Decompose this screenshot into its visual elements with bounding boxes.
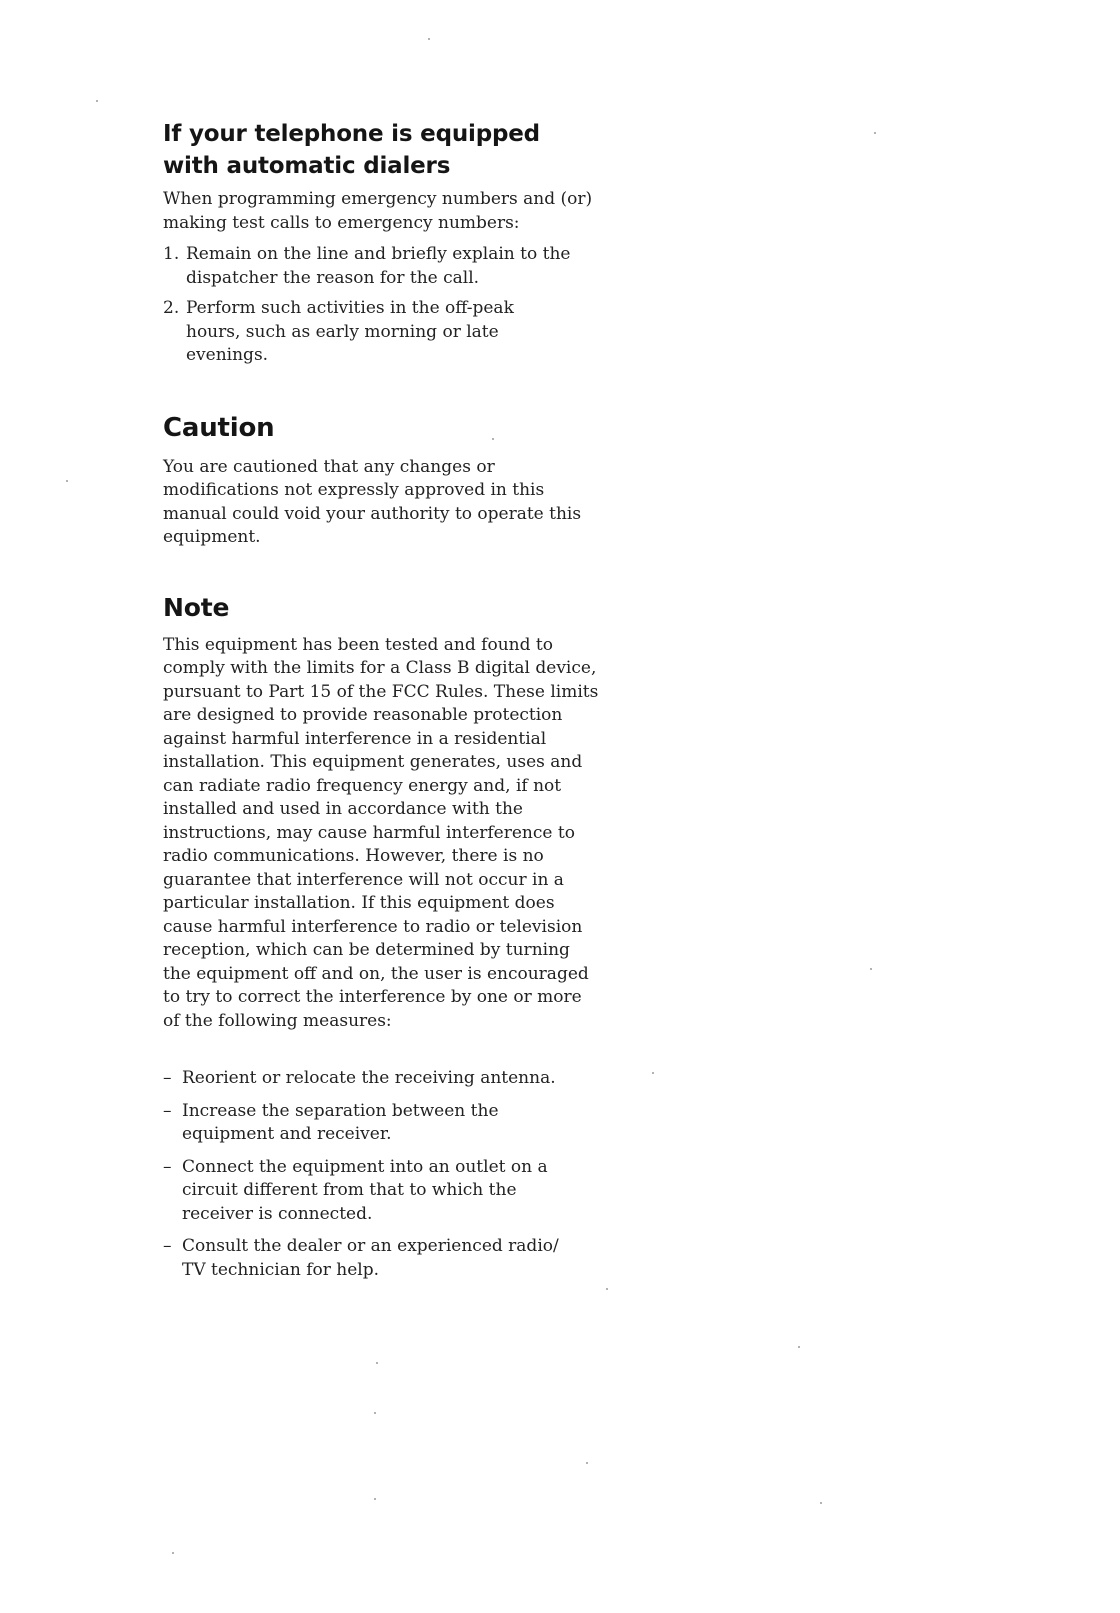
step-number: 2. <box>163 298 180 318</box>
scan-speck <box>374 1412 376 1414</box>
list-item <box>163 1156 583 1227</box>
caution-text: You are cautioned that any changes or modifications not expressly approved in this manual could void your authority to operate this equipment. <box>163 456 582 547</box>
step-number: 1. <box>163 244 180 264</box>
measures-list <box>163 1067 583 1282</box>
scan-speck <box>374 1498 376 1500</box>
step-text: Perform such activities in the off-peak hours, such as early morning or late evenings. <box>186 298 514 365</box>
scan-speck <box>874 132 876 134</box>
list-item <box>163 243 573 290</box>
scan-speck <box>586 1462 588 1464</box>
measure-text: Increase the separation between the equipment and receiver. <box>182 1100 499 1144</box>
scan-speck <box>606 1288 608 1290</box>
section-title-caution: Caution <box>163 412 275 443</box>
dash-bullet: – <box>163 1236 172 1256</box>
dash-bullet: – <box>163 1100 172 1121</box>
dash-bullet: – <box>163 1068 172 1088</box>
measure-text: Consult the dealer or an experienced radio/ TV technician for help. <box>182 1236 559 1280</box>
dash-bullet: – <box>163 1156 172 1177</box>
scan-speck <box>870 968 872 970</box>
note-text: This equipment has been tested and found to comply with the limits for a Class B digital device, pursuant to Part 15 of the FCC Rules. These limits are designed to provide reasonable protection against harmful interference in a residential installation. This equipment generates, uses and can radiate radio frequency energy and, if not installed and used in accordance with the instructions, may cause harmful interference to radio communications. However, there is no guarantee that interference will not occur in a particular installation. If this equipment does cause harmful interference to radio or television reception, which can be determined by turning the equipment off and on, the user is encouraged to try to correct the interference by one or more of the following measures: <box>163 634 599 1031</box>
list-item <box>163 1100 583 1147</box>
scan-speck <box>66 480 68 482</box>
caution-section <box>163 412 623 550</box>
dialers-steps-list <box>163 243 573 368</box>
note-section <box>163 592 623 1283</box>
scan-speck <box>492 438 494 440</box>
measure-text: Reorient or relocate the receiving antenna. <box>182 1068 556 1088</box>
list-item <box>163 297 573 368</box>
scan-speck <box>376 1362 378 1364</box>
manual-page <box>163 118 623 1291</box>
scan-speck <box>172 1552 174 1554</box>
section-title-note: Note <box>163 592 230 622</box>
scan-speck <box>652 1072 654 1074</box>
step-text: Remain on the line and briefly explain to the dispatcher the reason for the call. <box>186 244 571 288</box>
section-title-automatic-dialers: If your telephone is equipped with automatic dialers <box>163 121 540 179</box>
measure-text: Connect the equipment into an outlet on a circuit different from that to which the receiver is connected. <box>182 1156 548 1224</box>
automatic-dialers-section <box>163 118 623 368</box>
scan-speck <box>820 1502 822 1504</box>
dialers-intro-text: When programming emergency numbers and (or) making test calls to emergency numbers: <box>163 189 593 233</box>
scan-speck <box>428 38 430 40</box>
list-item <box>163 1235 583 1282</box>
scan-speck <box>96 100 98 102</box>
list-item <box>163 1067 583 1091</box>
scan-speck <box>798 1346 800 1348</box>
